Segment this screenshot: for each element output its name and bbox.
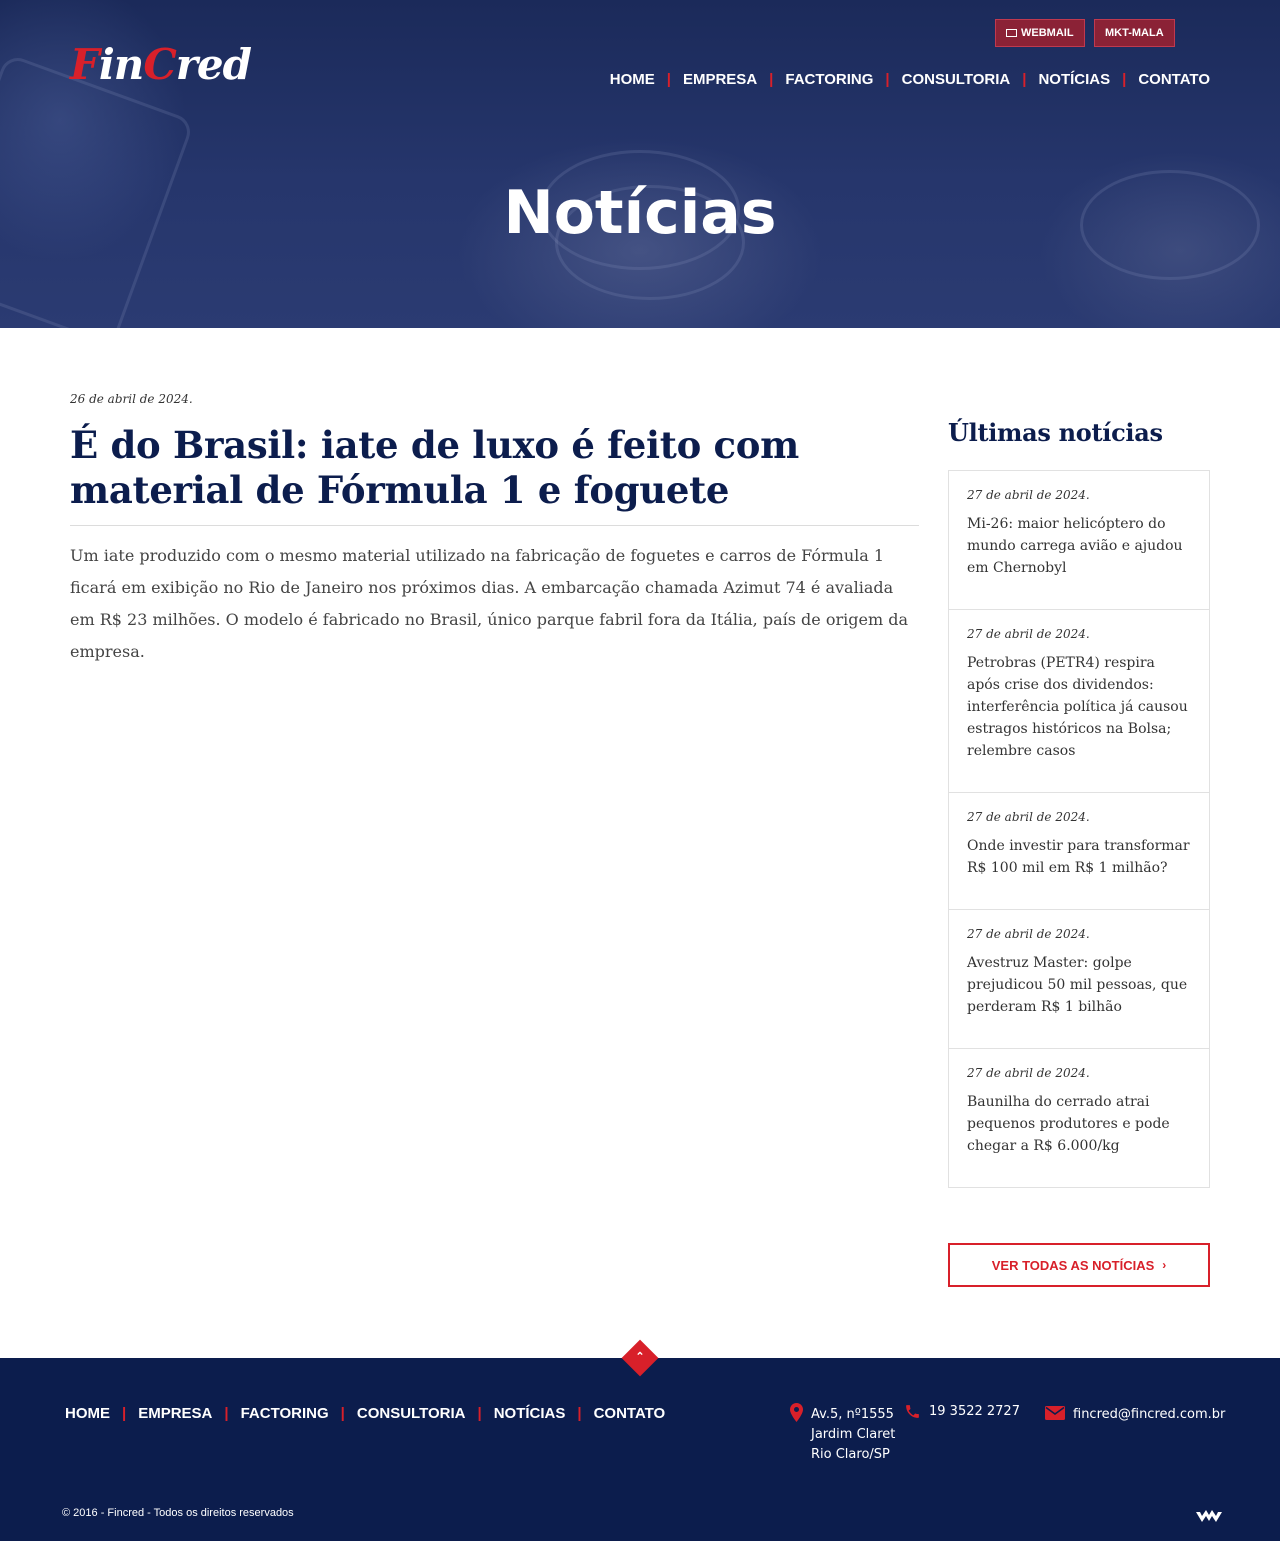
nav-separator: |: [577, 1405, 582, 1422]
nav-contato[interactable]: CONTATO: [1138, 71, 1210, 88]
map-pin-icon: [790, 1403, 803, 1422]
nav-separator: |: [224, 1405, 229, 1422]
fincred-logo[interactable]: [70, 40, 251, 89]
footer-nav-consultoria[interactable]: CONSULTORIA: [356, 1405, 466, 1422]
nav-separator: |: [885, 71, 890, 88]
brand-w-icon[interactable]: [1196, 1509, 1222, 1523]
footer-nav-empresa[interactable]: EMPRESA: [138, 1405, 213, 1422]
news-item[interactable]: [949, 909, 1209, 1048]
address-line: Rio Claro/SP: [811, 1447, 890, 1462]
chevron-right-icon: ›: [1162, 1258, 1167, 1272]
webmail-label: WEBMAIL: [1021, 27, 1074, 39]
nav-separator: |: [122, 1405, 127, 1422]
article-body: Um iate produzido com o mesmo material utilizado na fabricação de foguetes e carros de Fórmula 1 ficará em exibição no Rio de Janeiro nos próximos dias. A embarcação chamada Azimut 74 é avaliada em R$ 23 milhões. O modelo é fabricado no Brasil, único parque fabril fora da Itália, país de origem da empresa.: [70, 546, 908, 661]
article: [70, 392, 919, 668]
address-line: Av.5, nº1555: [811, 1407, 894, 1422]
news-date: 27 de abril de 2024.: [967, 810, 1090, 824]
nav-consultoria[interactable]: CONSULTORIA: [901, 71, 1011, 88]
article-date: 26 de abril de 2024.: [70, 392, 193, 406]
footer-nav: [65, 1405, 665, 1422]
news-title[interactable]: Baunilha do cerrado atrai pequenos produtores e pode chegar a R$ 6.000/kg: [967, 1094, 1170, 1154]
mkt-mala-button[interactable]: [1094, 19, 1175, 47]
logo-text-red: red: [175, 40, 251, 89]
footer-nav-home[interactable]: HOME: [65, 1405, 110, 1422]
nav-noticias[interactable]: NOTÍCIAS: [1038, 71, 1111, 88]
article-divider: [70, 525, 919, 526]
nav-separator: |: [769, 71, 774, 88]
footer-nav-factoring[interactable]: FACTORING: [240, 1405, 329, 1422]
article-title: É do Brasil: iate de luxo é feito com material de Fórmula 1 e foguete: [70, 423, 799, 512]
news-item[interactable]: [949, 471, 1209, 609]
news-item[interactable]: [949, 792, 1209, 909]
logo-text-in: in: [98, 40, 144, 89]
chevron-up-icon: ⌃: [635, 1351, 645, 1363]
address-line: Jardim Claret: [811, 1427, 896, 1442]
footer-phone[interactable]: 19 3522 2727: [929, 1404, 1020, 1419]
news-item[interactable]: [949, 1048, 1209, 1187]
nav-separator: |: [477, 1405, 482, 1422]
footer-address: [811, 1405, 895, 1465]
nav-separator: |: [340, 1405, 345, 1422]
nav-separator: |: [1022, 71, 1027, 88]
footer-nav-contato[interactable]: CONTATO: [593, 1405, 666, 1422]
phone-icon: [904, 1403, 921, 1420]
news-item[interactable]: [949, 609, 1209, 792]
latest-news-sidebar: [948, 418, 1210, 1188]
page-title: Notícias: [503, 178, 777, 248]
news-title[interactable]: Petrobras (PETR4) respira após crise dos dividendos: interferência política já causou estragos históricos na Bolsa; relembre casos: [967, 655, 1188, 759]
hero-banner: [0, 0, 1280, 328]
see-all-label: VER TODAS AS NOTÍCIAS: [991, 1257, 1155, 1273]
sidebar-title: Últimas notícias: [948, 418, 1163, 447]
envelope-icon: [1006, 29, 1017, 37]
mkt-mala-label: MKT-MALA: [1105, 27, 1164, 39]
news-title[interactable]: Mi-26: maior helicóptero do mundo carrega avião e ajudou em Chernobyl: [967, 516, 1183, 576]
nav-empresa[interactable]: EMPRESA: [682, 71, 758, 88]
logo-letter-f: F: [70, 40, 99, 89]
news-date: 27 de abril de 2024.: [967, 1066, 1090, 1080]
news-date: 27 de abril de 2024.: [967, 927, 1090, 941]
news-date: 27 de abril de 2024.: [967, 488, 1090, 502]
copyright: © 2016 - Fincred - Todos os direitos reservados: [62, 1507, 294, 1519]
nav-factoring[interactable]: FACTORING: [785, 71, 874, 88]
webmail-button[interactable]: [995, 19, 1085, 47]
footer-nav-noticias[interactable]: NOTÍCIAS: [493, 1405, 566, 1422]
mail-icon: [1045, 1406, 1065, 1420]
news-date: 27 de abril de 2024.: [967, 627, 1090, 641]
news-title[interactable]: Avestruz Master: golpe prejudicou 50 mil pessoas, que perderam R$ 1 bilhão: [967, 955, 1188, 1015]
nav-separator: |: [666, 71, 671, 88]
news-list: [948, 470, 1210, 1188]
footer-email[interactable]: fincred@fincred.com.br: [1073, 1407, 1226, 1422]
logo-letter-c: C: [143, 40, 176, 89]
see-all-news-button[interactable]: [948, 1243, 1210, 1287]
main-nav: [610, 71, 1210, 88]
nav-home[interactable]: HOME: [609, 71, 655, 88]
news-title[interactable]: Onde investir para transformar R$ 100 mil em R$ 1 milhão?: [967, 838, 1190, 876]
nav-separator: |: [1122, 71, 1127, 88]
